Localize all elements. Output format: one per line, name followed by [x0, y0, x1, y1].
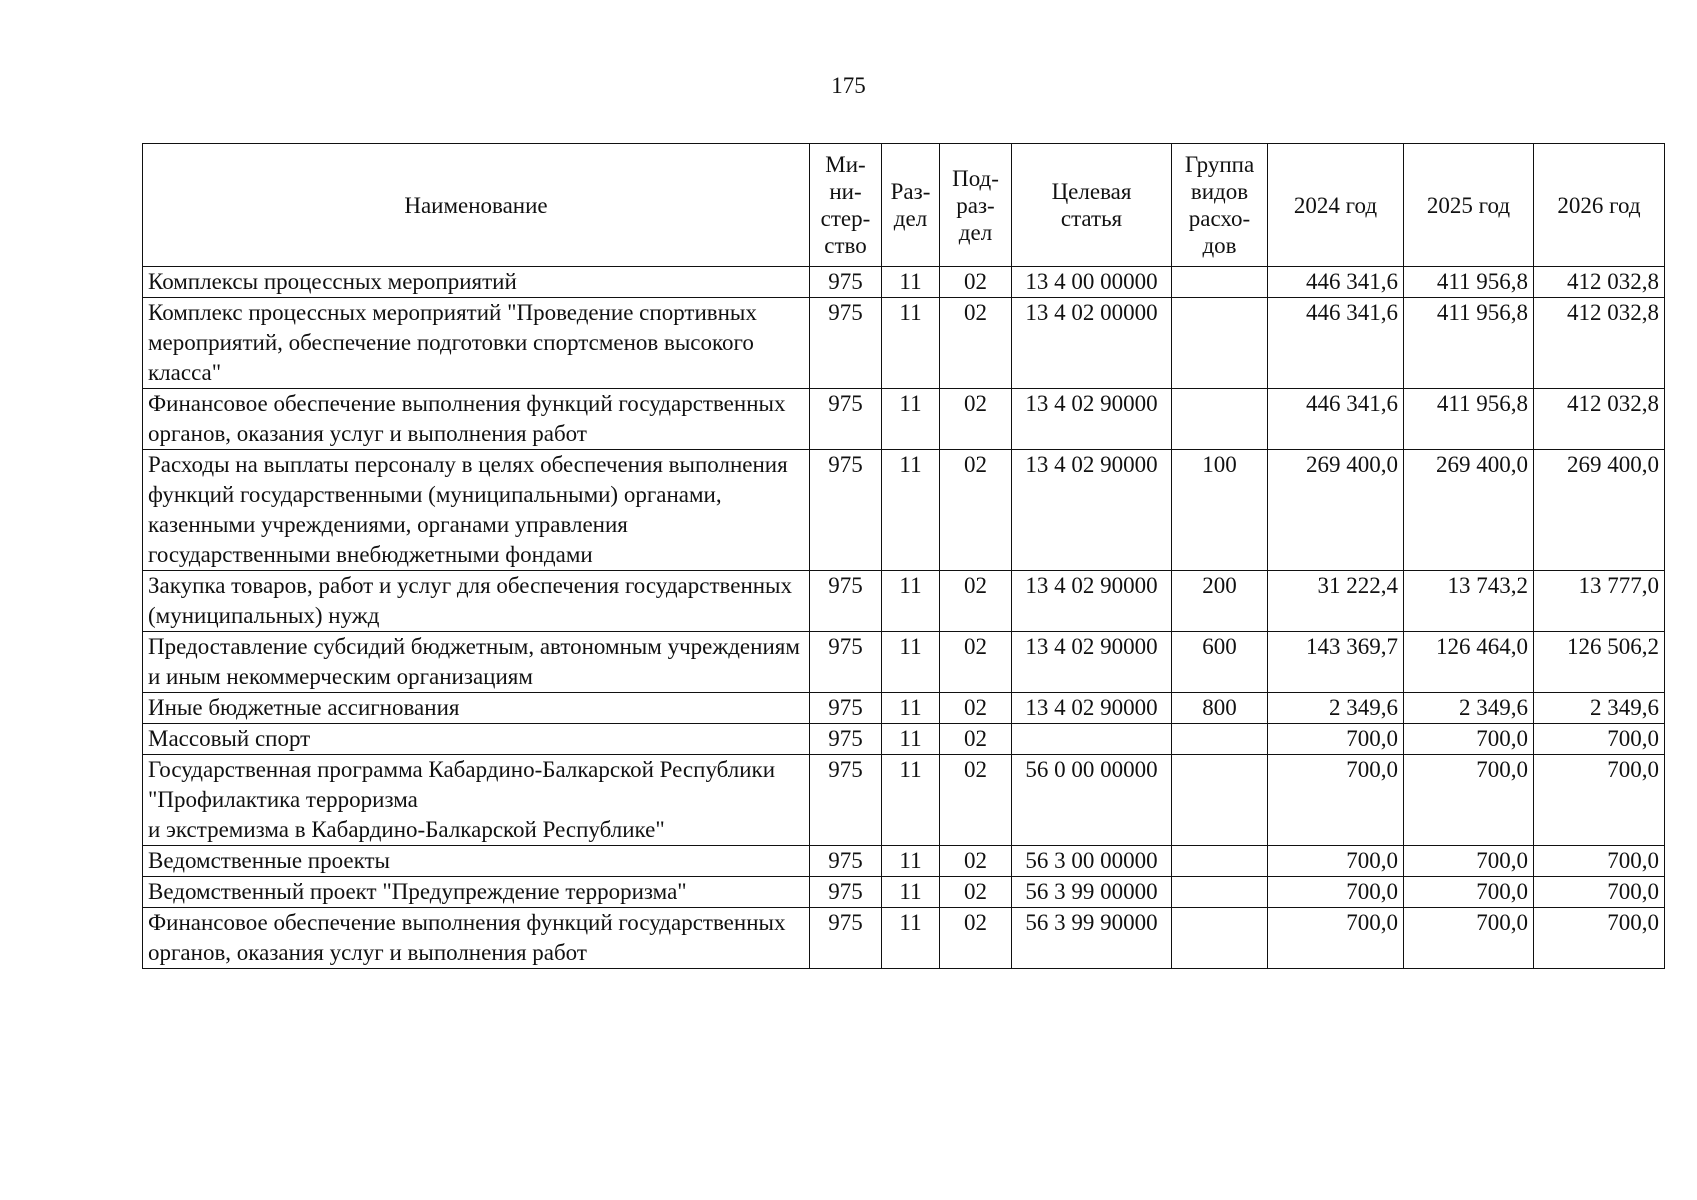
cell-expense-group: 800: [1172, 693, 1268, 724]
cell-2024: 700,0: [1268, 908, 1404, 969]
table-row: [143, 877, 1665, 908]
cell-ministry: 975: [810, 267, 882, 298]
cell-subsection: 02: [940, 298, 1012, 389]
cell-target-article: 13 4 02 90000: [1012, 389, 1172, 450]
header-section: Раз- дел: [882, 144, 940, 267]
cell-expense-group: [1172, 877, 1268, 908]
cell-name: Финансовое обеспечение выполнения функций государственных органов, оказания услуг и выполнения работ: [143, 389, 810, 450]
cell-2024: 700,0: [1268, 846, 1404, 877]
cell-2026: 412 032,8: [1534, 267, 1665, 298]
cell-ministry: 975: [810, 450, 882, 571]
table-row: [143, 693, 1665, 724]
cell-section: 11: [882, 846, 940, 877]
cell-section: 11: [882, 571, 940, 632]
header-expense-group: Группа видов расхо- дов: [1172, 144, 1268, 267]
table-row: [143, 298, 1665, 389]
header-ministry: Ми- ни- стер- ство: [810, 144, 882, 267]
cell-section: 11: [882, 298, 940, 389]
cell-name: Ведомственные проекты: [143, 846, 810, 877]
cell-target-article: 13 4 02 00000: [1012, 298, 1172, 389]
table-row: [143, 389, 1665, 450]
header-row: [143, 144, 1665, 267]
page-number: 175: [831, 73, 866, 98]
cell-target-article: 56 0 00 00000: [1012, 755, 1172, 846]
header-2025: 2025 год: [1404, 144, 1534, 267]
cell-2026: 700,0: [1534, 755, 1665, 846]
cell-2024: 2 349,6: [1268, 693, 1404, 724]
cell-target-article: 13 4 02 90000: [1012, 632, 1172, 693]
cell-2025: 700,0: [1404, 755, 1534, 846]
cell-target-article: 56 3 99 90000: [1012, 908, 1172, 969]
cell-target-article: 13 4 02 90000: [1012, 450, 1172, 571]
header-name: Наименование: [143, 144, 810, 267]
cell-2025: 411 956,8: [1404, 267, 1534, 298]
cell-2024: 143 369,7: [1268, 632, 1404, 693]
cell-subsection: 02: [940, 724, 1012, 755]
header-subsection: Под- раз- дел: [940, 144, 1012, 267]
cell-expense-group: [1172, 389, 1268, 450]
cell-subsection: 02: [940, 755, 1012, 846]
cell-expense-group: [1172, 724, 1268, 755]
cell-expense-group: 200: [1172, 571, 1268, 632]
cell-expense-group: [1172, 908, 1268, 969]
cell-ministry: 975: [810, 389, 882, 450]
cell-2025: 700,0: [1404, 908, 1534, 969]
cell-name: Ведомственный проект "Предупреждение терроризма": [143, 877, 810, 908]
cell-2026: 700,0: [1534, 877, 1665, 908]
cell-ministry: 975: [810, 693, 882, 724]
cell-name: Комплекс процессных мероприятий "Проведение спортивных мероприятий, обеспечение подготовки спортсменов высокого класса": [143, 298, 810, 389]
cell-2025: 411 956,8: [1404, 389, 1534, 450]
cell-subsection: 02: [940, 450, 1012, 571]
cell-section: 11: [882, 450, 940, 571]
cell-2024: 446 341,6: [1268, 298, 1404, 389]
cell-ministry: 975: [810, 724, 882, 755]
cell-2026: 126 506,2: [1534, 632, 1665, 693]
cell-section: 11: [882, 693, 940, 724]
cell-expense-group: [1172, 755, 1268, 846]
cell-section: 11: [882, 724, 940, 755]
cell-name: Финансовое обеспечение выполнения функций государственных органов, оказания услуг и выполнения работ: [143, 908, 810, 969]
cell-section: 11: [882, 755, 940, 846]
cell-2025: 411 956,8: [1404, 298, 1534, 389]
cell-section: 11: [882, 632, 940, 693]
cell-target-article: 13 4 00 00000: [1012, 267, 1172, 298]
table-row: [143, 755, 1665, 846]
cell-name: Иные бюджетные ассигнования: [143, 693, 810, 724]
cell-2026: 2 349,6: [1534, 693, 1665, 724]
cell-2024: 700,0: [1268, 877, 1404, 908]
cell-2026: 412 032,8: [1534, 298, 1665, 389]
cell-2025: 13 743,2: [1404, 571, 1534, 632]
cell-name: Предоставление субсидий бюджетным, автономным учреждениям и иным некоммерческим организациям: [143, 632, 810, 693]
cell-section: 11: [882, 908, 940, 969]
table-row: [143, 571, 1665, 632]
cell-subsection: 02: [940, 267, 1012, 298]
cell-2026: 700,0: [1534, 846, 1665, 877]
cell-subsection: 02: [940, 632, 1012, 693]
cell-2024: 700,0: [1268, 724, 1404, 755]
cell-target-article: 13 4 02 90000: [1012, 693, 1172, 724]
cell-subsection: 02: [940, 877, 1012, 908]
cell-ministry: 975: [810, 571, 882, 632]
table-header: [143, 144, 1665, 267]
header-2024: 2024 год: [1268, 144, 1404, 267]
header-2026: 2026 год: [1534, 144, 1665, 267]
cell-section: 11: [882, 389, 940, 450]
cell-section: 11: [882, 877, 940, 908]
cell-2025: 700,0: [1404, 724, 1534, 755]
cell-subsection: 02: [940, 908, 1012, 969]
table-body: [143, 267, 1665, 969]
cell-2026: 13 777,0: [1534, 571, 1665, 632]
cell-2024: 446 341,6: [1268, 389, 1404, 450]
cell-name: Расходы на выплаты персоналу в целях обеспечения выполнения функций государственными (муниципальными) органами, казенными учреждениями, органами управления государственными внебюджетными фондами: [143, 450, 810, 571]
cell-2024: 700,0: [1268, 755, 1404, 846]
cell-2025: 126 464,0: [1404, 632, 1534, 693]
cell-expense-group: [1172, 846, 1268, 877]
cell-subsection: 02: [940, 846, 1012, 877]
budget-table: [142, 143, 1665, 969]
cell-expense-group: [1172, 298, 1268, 389]
cell-2026: 412 032,8: [1534, 389, 1665, 450]
cell-ministry: 975: [810, 755, 882, 846]
cell-2025: 2 349,6: [1404, 693, 1534, 724]
table-row: [143, 632, 1665, 693]
cell-expense-group: 600: [1172, 632, 1268, 693]
cell-2024: 446 341,6: [1268, 267, 1404, 298]
cell-2024: 31 222,4: [1268, 571, 1404, 632]
cell-expense-group: [1172, 267, 1268, 298]
table-row: [143, 267, 1665, 298]
table-row: [143, 846, 1665, 877]
cell-expense-group: 100: [1172, 450, 1268, 571]
cell-2025: 700,0: [1404, 846, 1534, 877]
header-target-article: Целевая статья: [1012, 144, 1172, 267]
cell-ministry: 975: [810, 846, 882, 877]
cell-ministry: 975: [810, 877, 882, 908]
cell-subsection: 02: [940, 389, 1012, 450]
table-row: [143, 724, 1665, 755]
cell-name: Комплексы процессных мероприятий: [143, 267, 810, 298]
cell-2026: 269 400,0: [1534, 450, 1665, 571]
cell-ministry: 975: [810, 298, 882, 389]
cell-target-article: 56 3 00 00000: [1012, 846, 1172, 877]
cell-name: Массовый спорт: [143, 724, 810, 755]
cell-subsection: 02: [940, 571, 1012, 632]
cell-target-article: 13 4 02 90000: [1012, 571, 1172, 632]
cell-2024: 269 400,0: [1268, 450, 1404, 571]
cell-section: 11: [882, 267, 940, 298]
cell-ministry: 975: [810, 908, 882, 969]
cell-2025: 269 400,0: [1404, 450, 1534, 571]
cell-subsection: 02: [940, 693, 1012, 724]
cell-2025: 700,0: [1404, 877, 1534, 908]
cell-name: Государственная программа Кабардино-Балкарской Республики "Профилактика терроризма и экстремизма в Кабардино-Балкарской Республике": [143, 755, 810, 846]
table-row: [143, 450, 1665, 571]
cell-ministry: 975: [810, 632, 882, 693]
cell-target-article: 56 3 99 00000: [1012, 877, 1172, 908]
cell-2026: 700,0: [1534, 908, 1665, 969]
table-row: [143, 908, 1665, 969]
cell-target-article: [1012, 724, 1172, 755]
cell-name: Закупка товаров, работ и услуг для обеспечения государственных (муниципальных) нужд: [143, 571, 810, 632]
cell-2026: 700,0: [1534, 724, 1665, 755]
